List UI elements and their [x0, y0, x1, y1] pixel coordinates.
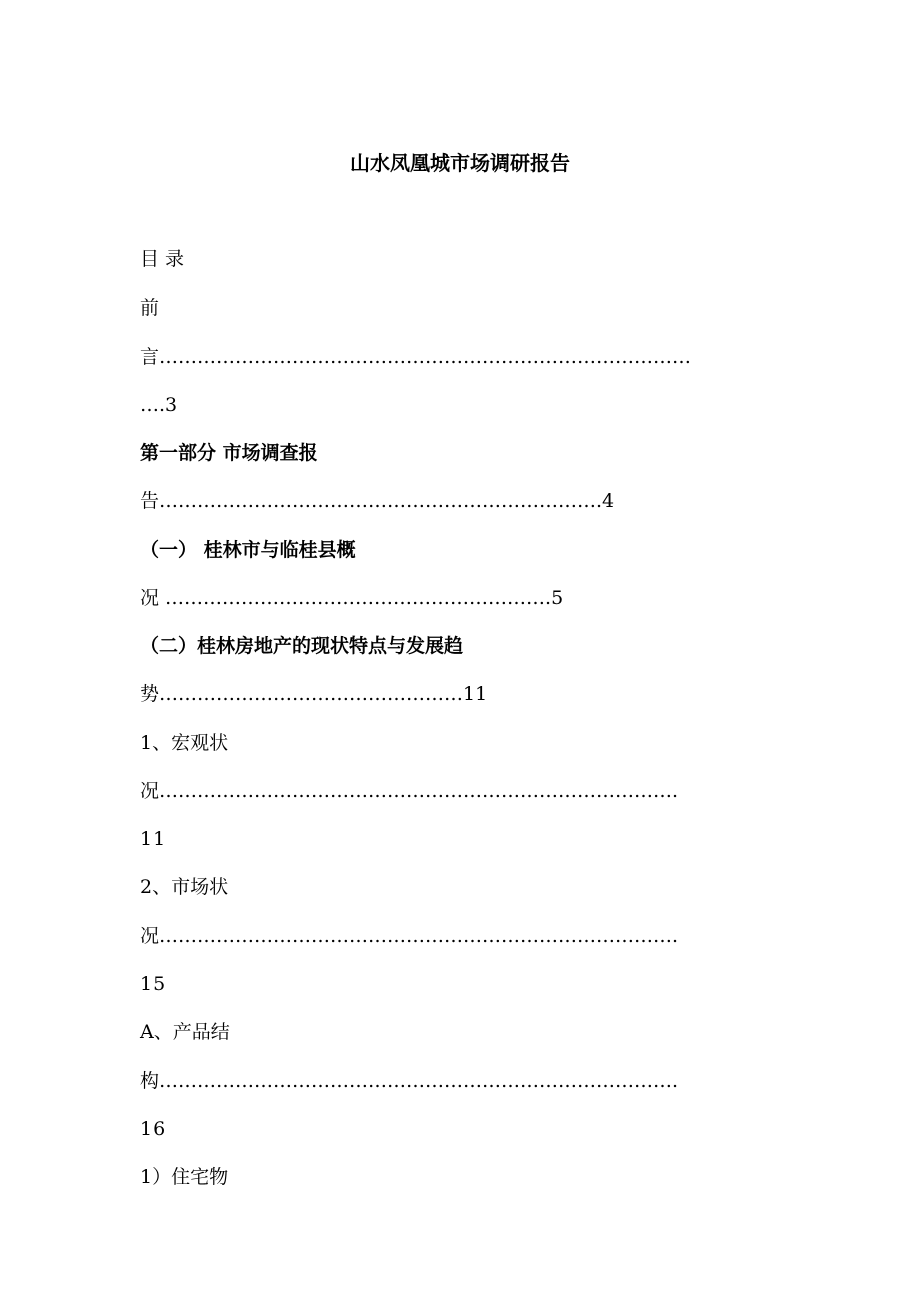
toc-line: 告…………………………………………………………….4	[140, 490, 615, 512]
document-title: 山水凤凰城市场调研报告	[350, 151, 570, 175]
toc-line: 况……………………………………………………………………….	[140, 780, 679, 802]
toc-line: 况……………………………………………………………………….	[140, 925, 679, 947]
toc-line: （一） 桂林市与临桂县概	[140, 539, 356, 561]
toc-line: 11	[140, 828, 167, 850]
toc-line: 言…………………………………………………………………………	[140, 346, 692, 368]
toc-line: ….3	[140, 394, 178, 416]
toc-line: 2、市场状	[140, 876, 229, 898]
toc-line: 第一部分 市场调查报	[140, 442, 318, 464]
toc-heading: 目 录	[140, 248, 185, 270]
toc-line: 16	[140, 1118, 167, 1140]
toc-line: 前	[140, 297, 160, 319]
toc-line: 构……………………………………………………………………….	[140, 1070, 679, 1092]
toc-line: 势…………………………………………11	[140, 683, 488, 705]
toc-line: A、产品结	[140, 1021, 230, 1043]
toc-line: （二）桂林房地产的现状特点与发展趋	[140, 635, 464, 657]
toc-line: 1）住宅物	[140, 1166, 229, 1188]
toc-line: 15	[140, 973, 167, 995]
toc-line: 1、宏观状	[140, 732, 229, 754]
toc-line: 况 …………………………………………………….5	[140, 587, 564, 609]
